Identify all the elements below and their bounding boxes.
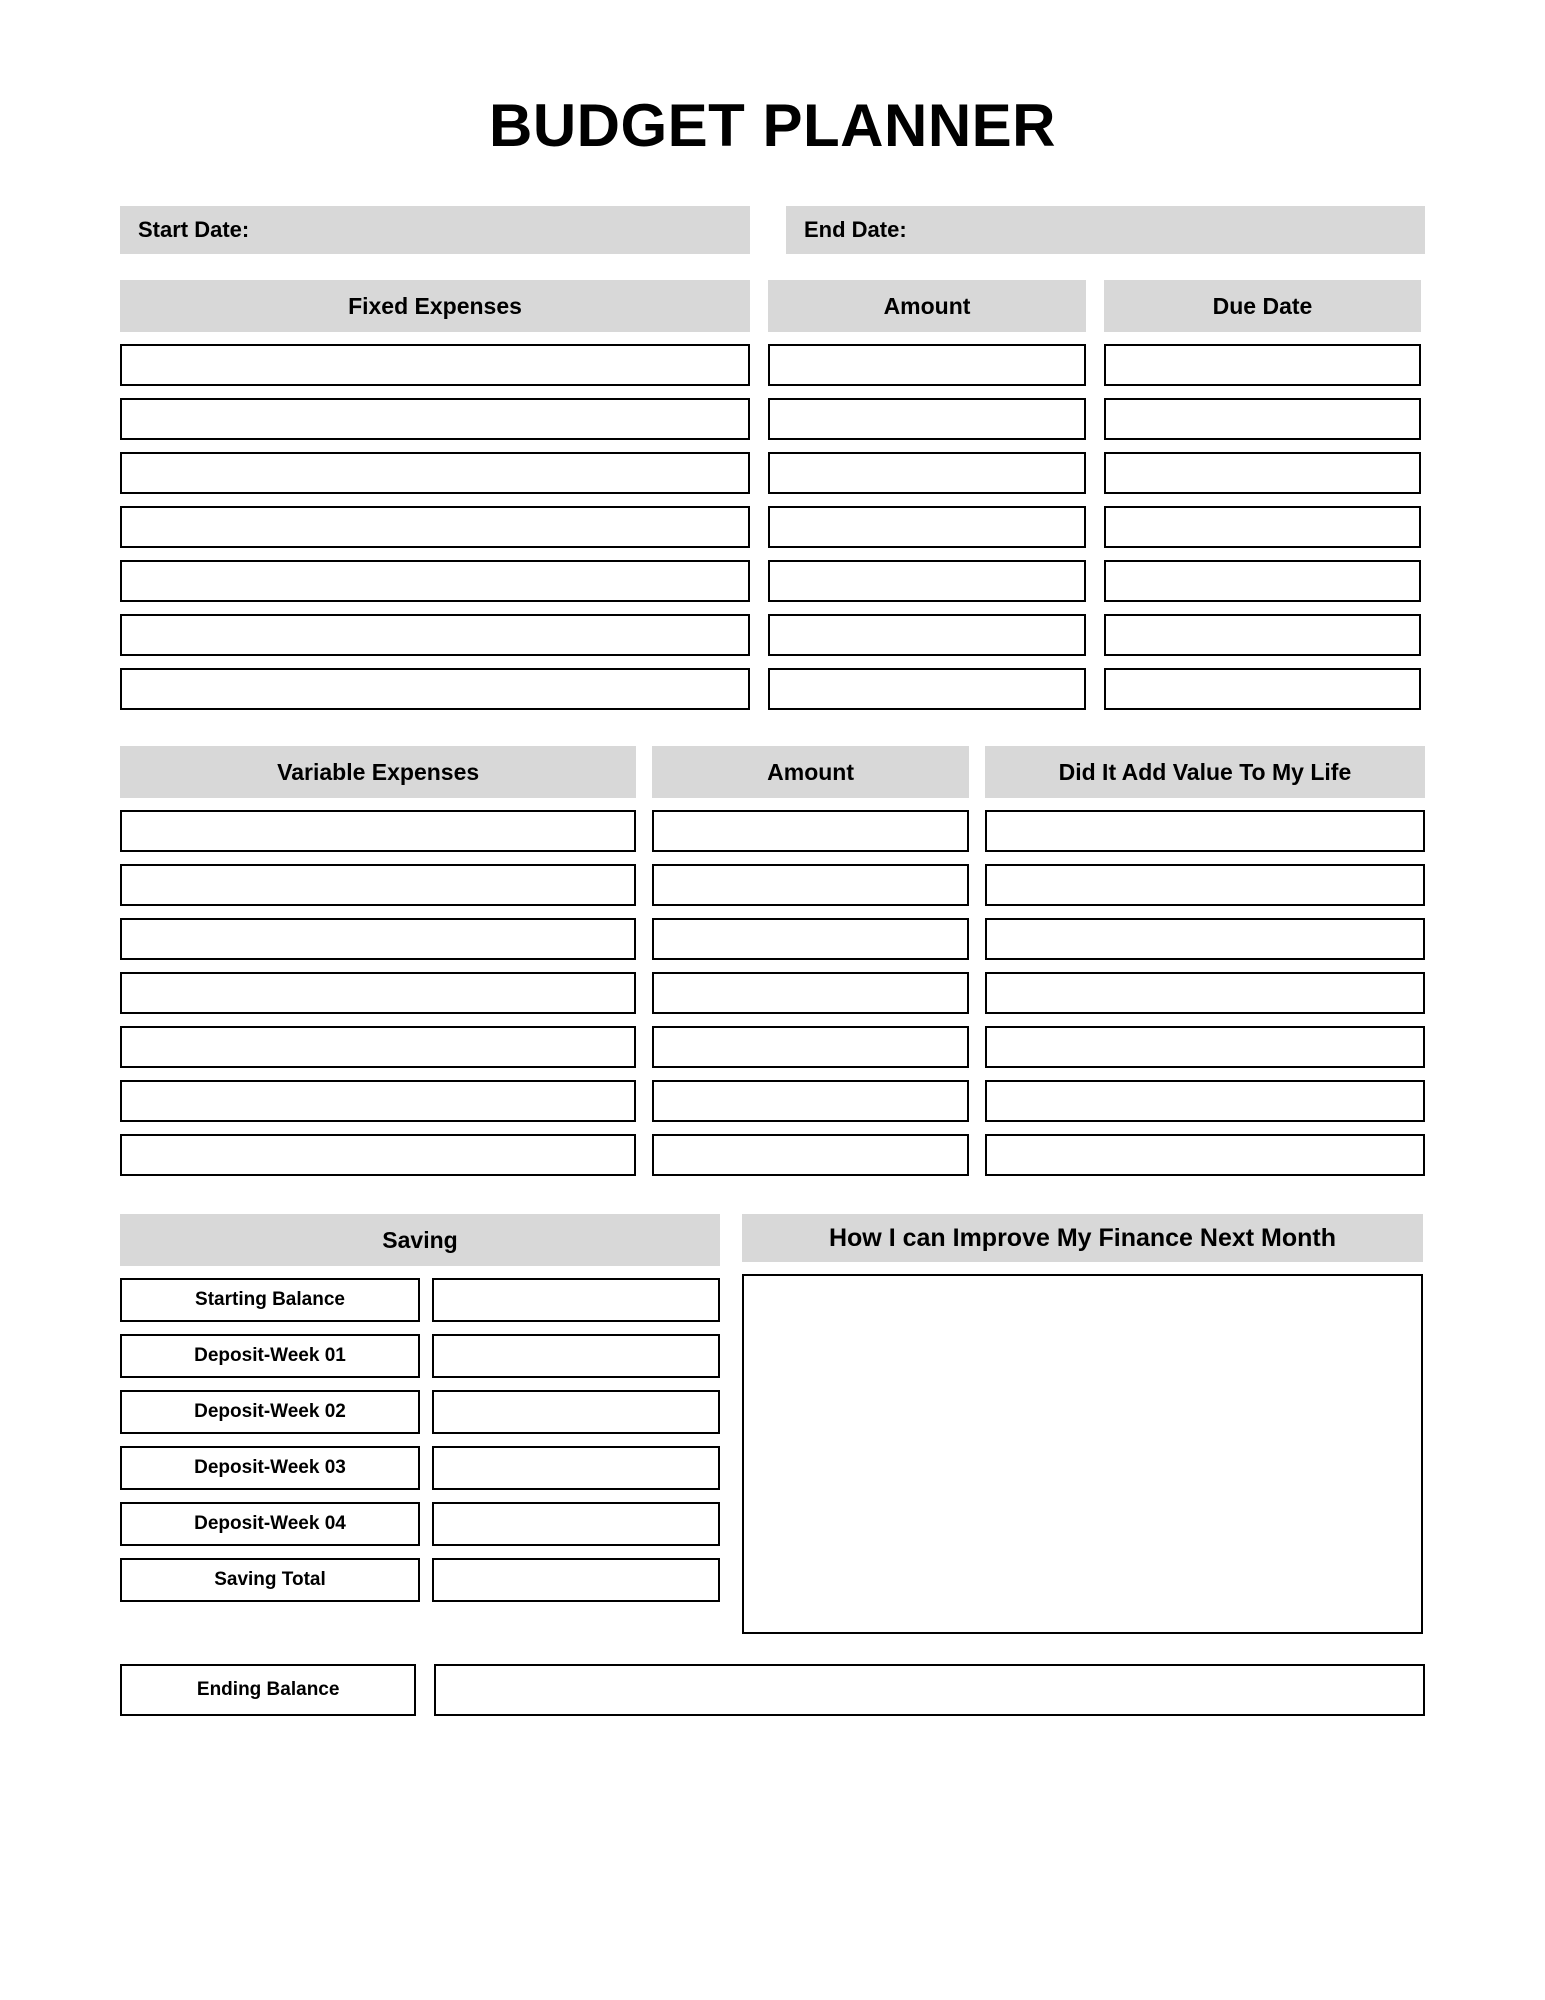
table-row bbox=[120, 1080, 1425, 1122]
saving-row-input[interactable] bbox=[432, 1502, 720, 1546]
variable-expense-value-input[interactable] bbox=[985, 972, 1425, 1014]
improve-finance-header: How I can Improve My Finance Next Month bbox=[742, 1214, 1423, 1262]
page-title: BUDGET PLANNER bbox=[488, 92, 1056, 159]
table-row bbox=[120, 614, 1425, 656]
fixed-expense-due-input[interactable] bbox=[1104, 452, 1421, 494]
table-row bbox=[120, 398, 1425, 440]
table-row bbox=[120, 810, 1425, 852]
end-date-label: End Date: bbox=[804, 217, 907, 242]
fixed-due-date-column-header: Due Date bbox=[1104, 280, 1421, 332]
variable-expense-value-input[interactable] bbox=[985, 810, 1425, 852]
list-item bbox=[120, 1278, 720, 1322]
list-item bbox=[120, 1558, 720, 1602]
fixed-expense-name-input[interactable] bbox=[120, 560, 750, 602]
fixed-expense-due-input[interactable] bbox=[1104, 614, 1421, 656]
variable-expense-value-input[interactable] bbox=[985, 918, 1425, 960]
improve-finance-section bbox=[742, 1214, 1423, 1634]
ending-balance-input[interactable] bbox=[434, 1664, 1425, 1716]
saving-row-label: Deposit-Week 04 bbox=[120, 1502, 420, 1546]
fixed-expense-amount-input[interactable] bbox=[768, 560, 1086, 602]
fixed-expense-amount-input[interactable] bbox=[768, 506, 1086, 548]
table-row bbox=[120, 344, 1425, 386]
fixed-expense-due-input[interactable] bbox=[1104, 398, 1421, 440]
variable-expense-amount-input[interactable] bbox=[652, 810, 969, 852]
variable-expense-name-input[interactable] bbox=[120, 1026, 636, 1068]
saving-row-input[interactable] bbox=[432, 1446, 720, 1490]
variable-expense-amount-input[interactable] bbox=[652, 918, 969, 960]
saving-section-header: Saving bbox=[120, 1214, 720, 1266]
saving-row-label: Starting Balance bbox=[120, 1278, 420, 1322]
table-row bbox=[120, 506, 1425, 548]
saving-row-input[interactable] bbox=[432, 1334, 720, 1378]
fixed-expense-due-input[interactable] bbox=[1104, 668, 1421, 710]
end-date-field[interactable] bbox=[786, 206, 1425, 254]
variable-expense-value-input[interactable] bbox=[985, 1080, 1425, 1122]
variable-expenses-column-header: Variable Expenses bbox=[120, 746, 636, 798]
variable-expense-amount-input[interactable] bbox=[652, 1080, 969, 1122]
fixed-expense-name-input[interactable] bbox=[120, 614, 750, 656]
variable-expense-amount-input[interactable] bbox=[652, 972, 969, 1014]
ending-balance-row bbox=[120, 1664, 1425, 1716]
variable-value-column-header: Did It Add Value To My Life bbox=[985, 746, 1425, 798]
fixed-expense-amount-input[interactable] bbox=[768, 452, 1086, 494]
list-item bbox=[120, 1390, 720, 1434]
fixed-expense-name-input[interactable] bbox=[120, 398, 750, 440]
list-item bbox=[120, 1502, 720, 1546]
variable-expense-name-input[interactable] bbox=[120, 972, 636, 1014]
table-row bbox=[120, 972, 1425, 1014]
variable-expense-value-input[interactable] bbox=[985, 1134, 1425, 1176]
fixed-expense-due-input[interactable] bbox=[1104, 506, 1421, 548]
ending-balance-label: Ending Balance bbox=[120, 1664, 416, 1716]
list-item bbox=[120, 1446, 720, 1490]
saving-and-notes-section bbox=[120, 1214, 1425, 1634]
variable-expense-value-input[interactable] bbox=[985, 1026, 1425, 1068]
variable-expense-amount-input[interactable] bbox=[652, 864, 969, 906]
saving-row-label: Deposit-Week 01 bbox=[120, 1334, 420, 1378]
list-item bbox=[120, 1334, 720, 1378]
variable-expense-amount-input[interactable] bbox=[652, 1026, 969, 1068]
variable-expense-name-input[interactable] bbox=[120, 1080, 636, 1122]
table-row bbox=[120, 918, 1425, 960]
variable-amount-column-header: Amount bbox=[652, 746, 969, 798]
table-row bbox=[120, 1134, 1425, 1176]
table-row bbox=[120, 668, 1425, 710]
saving-row-input[interactable] bbox=[432, 1278, 720, 1322]
fixed-expense-name-input[interactable] bbox=[120, 344, 750, 386]
variable-expense-name-input[interactable] bbox=[120, 918, 636, 960]
fixed-expense-due-input[interactable] bbox=[1104, 560, 1421, 602]
saving-row-input[interactable] bbox=[432, 1390, 720, 1434]
improve-finance-textarea[interactable] bbox=[742, 1274, 1423, 1634]
fixed-expense-amount-input[interactable] bbox=[768, 344, 1086, 386]
fixed-expense-amount-input[interactable] bbox=[768, 614, 1086, 656]
saving-total-input[interactable] bbox=[432, 1558, 720, 1602]
variable-expense-name-input[interactable] bbox=[120, 810, 636, 852]
saving-row-label: Deposit-Week 03 bbox=[120, 1446, 420, 1490]
table-row bbox=[120, 452, 1425, 494]
table-row bbox=[120, 864, 1425, 906]
fixed-expense-due-input[interactable] bbox=[1104, 344, 1421, 386]
variable-expense-value-input[interactable] bbox=[985, 864, 1425, 906]
fixed-expenses-header-row bbox=[120, 280, 1425, 332]
table-row bbox=[120, 560, 1425, 602]
fixed-expense-name-input[interactable] bbox=[120, 452, 750, 494]
variable-expense-name-input[interactable] bbox=[120, 864, 636, 906]
saving-section bbox=[120, 1214, 720, 1602]
variable-expenses-header-row bbox=[120, 746, 1425, 798]
variable-expense-amount-input[interactable] bbox=[652, 1134, 969, 1176]
saving-row-label: Deposit-Week 02 bbox=[120, 1390, 420, 1434]
table-row bbox=[120, 1026, 1425, 1068]
start-date-label: Start Date: bbox=[138, 217, 250, 242]
fixed-expense-amount-input[interactable] bbox=[768, 668, 1086, 710]
fixed-expense-name-input[interactable] bbox=[120, 506, 750, 548]
fixed-expense-amount-input[interactable] bbox=[768, 398, 1086, 440]
start-date-field[interactable] bbox=[120, 206, 750, 254]
fixed-amount-column-header: Amount bbox=[768, 280, 1086, 332]
date-range-row bbox=[120, 206, 1425, 254]
fixed-expense-name-input[interactable] bbox=[120, 668, 750, 710]
variable-expense-name-input[interactable] bbox=[120, 1134, 636, 1176]
fixed-expenses-column-header: Fixed Expenses bbox=[120, 280, 750, 332]
saving-total-label: Saving Total bbox=[120, 1558, 420, 1602]
